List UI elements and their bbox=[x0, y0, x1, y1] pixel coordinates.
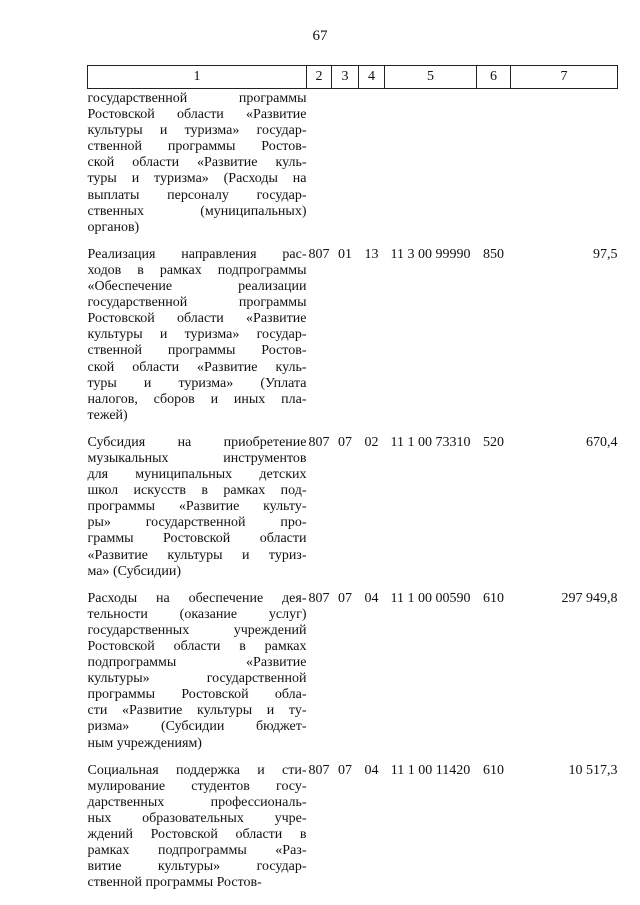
description-line: ным учреждениям) bbox=[87, 735, 202, 751]
subsection-code: 04 bbox=[364, 762, 379, 778]
description-line: ственной программы Ростов- bbox=[87, 343, 307, 359]
description-line: культуры и туризма» государ- bbox=[87, 123, 307, 139]
target-article-code: 11 1 00 11420 bbox=[390, 762, 471, 778]
ministry-code: 807 bbox=[308, 762, 330, 778]
column-header: 6 bbox=[477, 66, 511, 89]
column-header: 3 bbox=[332, 66, 359, 89]
description-line: туры и туризма» (Уплата bbox=[87, 375, 307, 391]
page-number: 67 bbox=[312, 28, 328, 44]
description-line: Ростовской области «Развитие bbox=[87, 107, 307, 123]
expense-type-code: 520 bbox=[483, 434, 504, 450]
ministry-code bbox=[307, 89, 332, 247]
description-line: Субсидия на приобретение bbox=[87, 434, 307, 450]
description-line: ходов в рамках подпрограммы bbox=[87, 262, 307, 278]
description-line: витие культуры» государ- bbox=[87, 859, 307, 875]
amount-value: 10 517,3 bbox=[568, 762, 618, 778]
description-line: ственной программы Ростов- bbox=[87, 875, 262, 891]
description-line: тельности (оказание услуг) bbox=[87, 606, 307, 622]
table-row bbox=[88, 591, 618, 763]
description-line: ждений Ростовской области в bbox=[87, 827, 307, 843]
table-row bbox=[88, 89, 618, 247]
description-line: Социальная поддержка и сти- bbox=[87, 762, 307, 778]
section-code: 07 bbox=[338, 590, 352, 606]
row-description bbox=[88, 435, 307, 591]
target-article-code: 11 1 00 00590 bbox=[390, 590, 471, 606]
target-article-code: 11 3 00 99990 bbox=[390, 246, 471, 262]
section-code bbox=[332, 89, 359, 247]
description-line: Ростовской области в рамках bbox=[87, 639, 307, 654]
description-line: ных образовательных учре- bbox=[87, 810, 307, 826]
description-line: программы «Развитие культу- bbox=[87, 499, 307, 515]
description-line: налогов, сборов и иных пла- bbox=[87, 391, 307, 407]
description-line: дарственных профессиональ- bbox=[87, 794, 307, 810]
description-line: ры» государственной про- bbox=[87, 515, 307, 531]
description-line: программы Ростовской обла- bbox=[87, 687, 307, 703]
subsection-code: 04 bbox=[364, 590, 379, 606]
column-header: 5 bbox=[385, 66, 477, 89]
description-line: сти «Развитие культуры и ту- bbox=[87, 703, 307, 719]
description-line: музыкальных инструментов bbox=[87, 450, 307, 466]
ministry-code: 807 bbox=[308, 246, 330, 262]
description-line: органов) bbox=[87, 219, 140, 235]
row-description bbox=[88, 247, 307, 435]
column-header: 2 bbox=[307, 66, 332, 89]
amount-value bbox=[511, 89, 618, 247]
row-description bbox=[88, 89, 307, 247]
expense-type-code bbox=[477, 89, 511, 247]
table-header-row bbox=[88, 66, 618, 89]
description-line: Расходы на обеспечение дея- bbox=[87, 590, 307, 606]
subsection-code: 02 bbox=[364, 434, 379, 450]
ministry-code: 807 bbox=[308, 434, 330, 450]
ministry-code: 807 bbox=[308, 590, 330, 606]
description-line: ма» (Субсидии) bbox=[87, 563, 182, 579]
description-line: подпрограммы «Развитие bbox=[87, 655, 307, 671]
description-line: мулирование студентов госу- bbox=[87, 778, 307, 794]
description-line: «Обеспечение реализации bbox=[87, 279, 307, 295]
description-line: культуры и туризма» государ- bbox=[87, 327, 307, 343]
expense-type-code: 850 bbox=[483, 246, 504, 262]
column-header: 1 bbox=[88, 66, 307, 89]
expense-type-code: 610 bbox=[483, 762, 504, 778]
description-line: рамках подпрограммы «Раз- bbox=[87, 843, 307, 859]
section-code: 01 bbox=[338, 246, 352, 262]
description-line: тежей) bbox=[87, 407, 128, 423]
column-header: 4 bbox=[359, 66, 385, 89]
description-line: для муниципальных детских bbox=[87, 467, 307, 483]
table-row bbox=[88, 763, 618, 903]
column-header: 7 bbox=[511, 66, 618, 89]
description-line: государственных учреждений bbox=[87, 622, 307, 638]
subsection-code bbox=[359, 89, 385, 247]
description-line: граммы Ростовской области bbox=[87, 531, 307, 547]
table-row bbox=[88, 435, 618, 591]
table-row bbox=[88, 247, 618, 435]
description-line: ственных (муниципальных) bbox=[87, 203, 307, 219]
amount-value: 670,4 bbox=[586, 434, 618, 450]
description-line: ской области «Развитие куль- bbox=[87, 155, 307, 171]
section-code: 07 bbox=[338, 762, 352, 778]
description-line: культуры» государственной bbox=[87, 671, 307, 687]
description-line: выплаты персоналу государ- bbox=[87, 187, 307, 203]
row-description bbox=[88, 763, 307, 903]
description-line: школ искусств в рамках под- bbox=[87, 483, 307, 499]
target-article-code bbox=[385, 89, 477, 247]
description-line: государственной программы bbox=[87, 295, 307, 311]
description-line: государственной программы bbox=[87, 91, 307, 106]
description-line: туры и туризма» (Расходы на bbox=[87, 171, 307, 187]
row-description bbox=[88, 591, 307, 763]
table-body bbox=[88, 89, 618, 903]
description-line: ственной программы Ростов- bbox=[87, 139, 307, 155]
description-line: Ростовской области «Развитие bbox=[87, 311, 307, 327]
description-line: ской области «Развитие куль- bbox=[87, 359, 307, 375]
target-article-code: 11 1 00 73310 bbox=[390, 434, 471, 450]
expense-type-code: 610 bbox=[483, 590, 504, 606]
amount-value: 97,5 bbox=[593, 246, 618, 262]
amount-value: 297 949,8 bbox=[561, 590, 618, 606]
budget-table bbox=[87, 65, 618, 902]
section-code: 07 bbox=[338, 434, 352, 450]
description-line: Реализация направления рас- bbox=[87, 246, 307, 262]
description-line: ризма» (Субсидии бюджет- bbox=[87, 719, 307, 735]
description-line: «Развитие культуры и туриз- bbox=[87, 547, 307, 563]
subsection-code: 13 bbox=[364, 246, 379, 262]
